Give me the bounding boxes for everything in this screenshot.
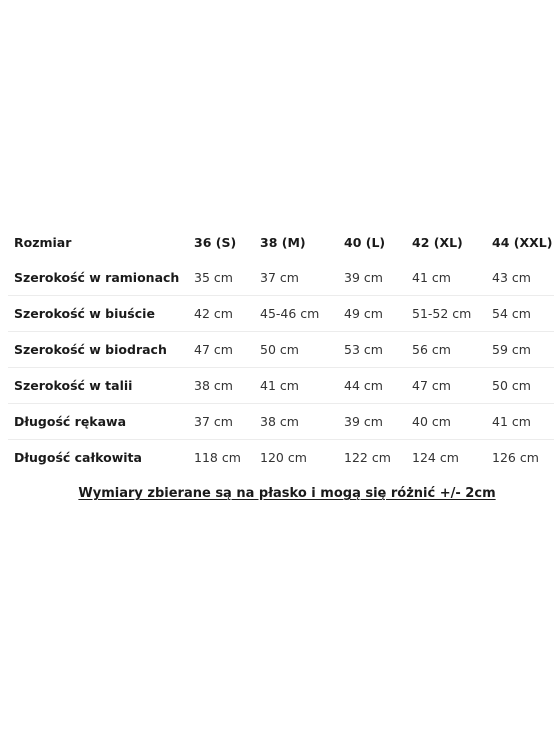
- table-cell: 120 cm: [260, 450, 307, 465]
- table-cell: 39 cm: [344, 270, 383, 285]
- table-cell: 41 cm: [492, 414, 531, 429]
- header-cell-44: 44 (XXL): [492, 235, 553, 250]
- table-cell: 56 cm: [412, 342, 451, 357]
- table-cell: 39 cm: [344, 414, 383, 429]
- table-cell: 124 cm: [412, 450, 459, 465]
- table-cell: 38 cm: [194, 378, 233, 393]
- table-cell: 50 cm: [492, 378, 531, 393]
- size-chart-table: [8, 225, 554, 475]
- row-label: Długość całkowita: [14, 450, 142, 465]
- table-cell: 54 cm: [492, 306, 531, 321]
- table-row: [8, 296, 554, 332]
- table-cell: 42 cm: [194, 306, 233, 321]
- measurement-note: Wymiary zbierane są na płasko i mogą się różnić +/- 2cm: [78, 486, 496, 501]
- table-cell: 59 cm: [492, 342, 531, 357]
- table-cell: 35 cm: [194, 270, 233, 285]
- table-cell: 45-46 cm: [260, 306, 320, 321]
- table-cell: 51-52 cm: [412, 306, 472, 321]
- table-cell: 41 cm: [412, 270, 451, 285]
- table-row: [8, 260, 554, 296]
- row-label: Szerokość w talii: [14, 378, 133, 393]
- table-cell: 47 cm: [412, 378, 451, 393]
- table-cell: 40 cm: [412, 414, 451, 429]
- header-cell-36: 36 (S): [194, 235, 237, 250]
- table-cell: 43 cm: [492, 270, 531, 285]
- header-cell-size: Rozmiar: [14, 235, 72, 250]
- table-row: [8, 332, 554, 368]
- table-cell: 118 cm: [194, 450, 241, 465]
- table-header-row: [8, 225, 554, 260]
- row-label: Długość rękawa: [14, 414, 127, 429]
- header-cell-40: 40 (L): [344, 235, 386, 250]
- table-row: [8, 440, 554, 476]
- table-cell: 37 cm: [260, 270, 299, 285]
- table-cell: 37 cm: [194, 414, 233, 429]
- table-cell: 41 cm: [260, 378, 299, 393]
- table-cell: 53 cm: [344, 342, 383, 357]
- table-row: [8, 404, 554, 440]
- table-cell: 126 cm: [492, 450, 539, 465]
- table-cell: 122 cm: [344, 450, 391, 465]
- table-row: [8, 368, 554, 404]
- table-cell: 47 cm: [194, 342, 233, 357]
- header-cell-42: 42 (XL): [412, 235, 463, 250]
- row-label: Szerokość w ramionach: [14, 270, 180, 285]
- table-cell: 50 cm: [260, 342, 299, 357]
- row-label: Szerokość w biodrach: [14, 342, 167, 357]
- table-cell: 38 cm: [260, 414, 299, 429]
- table-cell: 44 cm: [344, 378, 383, 393]
- row-label: Szerokość w biuście: [14, 306, 155, 321]
- table-cell: 49 cm: [344, 306, 383, 321]
- header-cell-38: 38 (M): [260, 235, 306, 250]
